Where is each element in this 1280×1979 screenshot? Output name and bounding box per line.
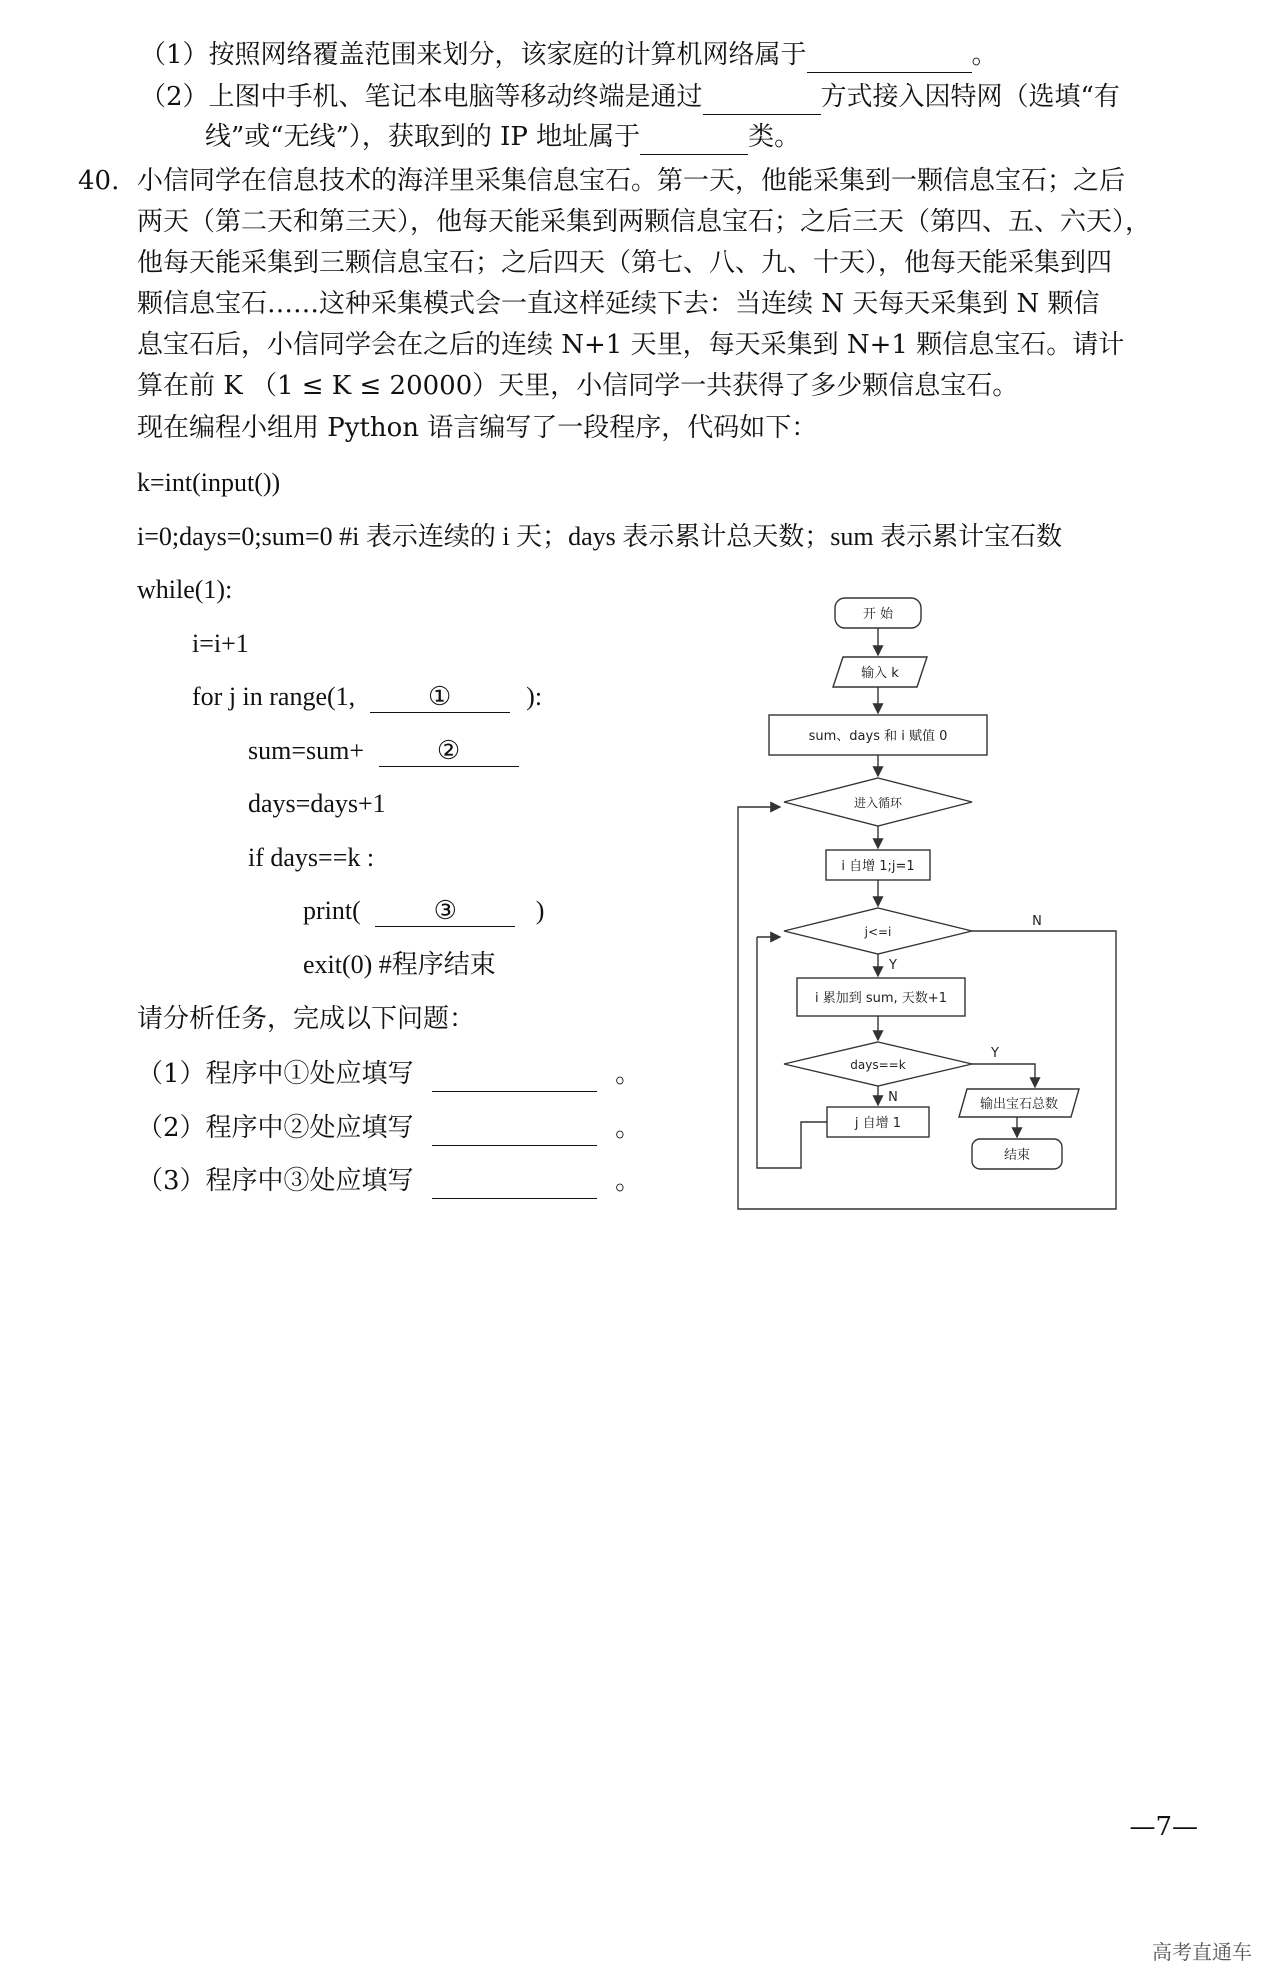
code-line: i=0;days=0;sum=0 #i 表示连续的 i 天；days 表示累计总天数；sum 表示累计宝石数 xyxy=(137,522,1063,551)
code-line: k=int(input()) xyxy=(137,468,281,497)
answer-label: （1）程序中①处应填写 xyxy=(137,1059,414,1089)
answer-label: （2）程序中②处应填写 xyxy=(137,1113,414,1143)
answer-line-2 xyxy=(137,1111,641,1146)
para-line: 颗信息宝石……这种采集模式会一直这样延续下去：当连续 N 天每天采集到 N 颗信 xyxy=(137,289,1100,319)
code-print-end: ) xyxy=(535,896,545,925)
brand-watermark: 高考直通车 xyxy=(1152,1940,1252,1964)
flow-input-label: 输入 k xyxy=(861,666,899,681)
code-line-for xyxy=(192,680,542,714)
para-line: 息宝石后，小信同学会在之后的连续 N+1 天里，每天采集到 N+1 颗信息宝石。请计 xyxy=(137,330,1125,360)
page-number: —7— xyxy=(1129,1812,1198,1842)
answer-line-3 xyxy=(137,1164,641,1199)
flow-loop-label: 进入循环 xyxy=(853,796,903,810)
code-blank-3: ③ xyxy=(375,896,515,927)
question-number: 40. xyxy=(78,166,120,196)
flow-no-label: N xyxy=(888,1090,898,1105)
flow-end-label: 结束 xyxy=(1003,1148,1031,1163)
flow-inc-i-label: i 自增 1;j=1 xyxy=(841,859,915,874)
code-line: days=days+1 xyxy=(248,789,386,818)
answer-label: （3）程序中③处应填写 xyxy=(137,1166,414,1196)
code-line: exit(0) #程序结束 xyxy=(303,950,496,979)
flow-inc-j-label: j 自增 1 xyxy=(854,1116,902,1131)
answer-blank xyxy=(432,1111,597,1146)
answer-blank xyxy=(807,38,972,73)
prev-sub1-end: 。 xyxy=(971,40,998,70)
flow-no-label: N xyxy=(1032,914,1042,929)
flow-start-label: 开 始 xyxy=(862,607,894,622)
code-for-text: for j in range(1, xyxy=(192,682,356,711)
flow-output-label: 输出宝石总数 xyxy=(979,1097,1059,1112)
prev-sub2-line1 xyxy=(140,80,1120,115)
code-blank-2: ② xyxy=(379,736,519,767)
code-for-end: ): xyxy=(526,682,543,711)
answer-blank xyxy=(703,80,821,115)
answer-end: 。 xyxy=(615,1059,642,1089)
flow-assign-label: sum、days 和 i 赋值 0 xyxy=(808,729,948,744)
code-blank-1: ① xyxy=(370,682,510,713)
answer-line-1 xyxy=(137,1057,641,1092)
flow-cond-j-label: j<=i xyxy=(864,925,892,939)
para-line: 他每天能采集到三颗信息宝石；之后四天（第七、八、九、十天），他每天能采集到四 xyxy=(137,248,1113,278)
answer-blank xyxy=(432,1164,597,1199)
code-line: while(1): xyxy=(137,575,233,604)
flow-loopback-outer xyxy=(738,807,1116,1209)
prev-sub2-text-b: 方式接入因特网（选填“有 xyxy=(820,82,1120,112)
para-line: 小信同学在信息技术的海洋里采集信息宝石。第一天，他能采集到一颗信息宝石；之后 xyxy=(137,166,1126,196)
flow-cond-days-label: days==k xyxy=(850,1058,906,1072)
answer-end: 。 xyxy=(615,1113,642,1143)
prev-sub2-text-c: 线”或“无线”），获取到的 IP 地址属于 xyxy=(205,122,641,152)
task-line: 请分析任务，完成以下问题： xyxy=(137,1004,476,1034)
flow-arrow-yes xyxy=(972,1064,1035,1087)
para-line: 算在前 K （1 ≤ K ≤ 20000）天里，小信同学一共获得了多少颗信息宝石。 xyxy=(137,371,1019,401)
prev-sub2-text-a: （2）上图中手机、笔记本电脑等移动终端是通过 xyxy=(140,82,703,112)
answer-blank xyxy=(432,1057,597,1092)
code-line: if days==k : xyxy=(248,843,375,872)
intro-line: 现在编程小组用 Python 语言编写了一段程序，代码如下： xyxy=(137,413,818,443)
code-line: i=i+1 xyxy=(192,629,249,658)
answer-blank xyxy=(640,120,748,155)
prev-sub2-line2 xyxy=(205,120,800,155)
prev-sub1-text: （1）按照网络覆盖范围来划分，该家庭的计算机网络属于 xyxy=(140,40,807,70)
prev-sub1 xyxy=(140,38,998,73)
para-line: 两天（第二天和第三天），他每天能采集到两颗信息宝石；之后三天（第四、五、六天）， xyxy=(137,207,1152,237)
code-line-sum xyxy=(248,734,519,768)
flow-accumulate-label: i 累加到 sum, 天数+1 xyxy=(815,991,947,1006)
answer-end: 。 xyxy=(615,1166,642,1196)
code-line-print xyxy=(303,894,544,928)
flow-yes-label: Y xyxy=(991,1046,999,1061)
code-sum-text: sum=sum+ xyxy=(248,736,365,765)
prev-sub2-text-d: 类。 xyxy=(748,122,801,152)
flow-yes-label: Y xyxy=(889,958,897,973)
flowchart xyxy=(735,595,1125,1215)
code-print-text: print( xyxy=(303,896,361,925)
flow-loopback-inner xyxy=(757,937,827,1168)
